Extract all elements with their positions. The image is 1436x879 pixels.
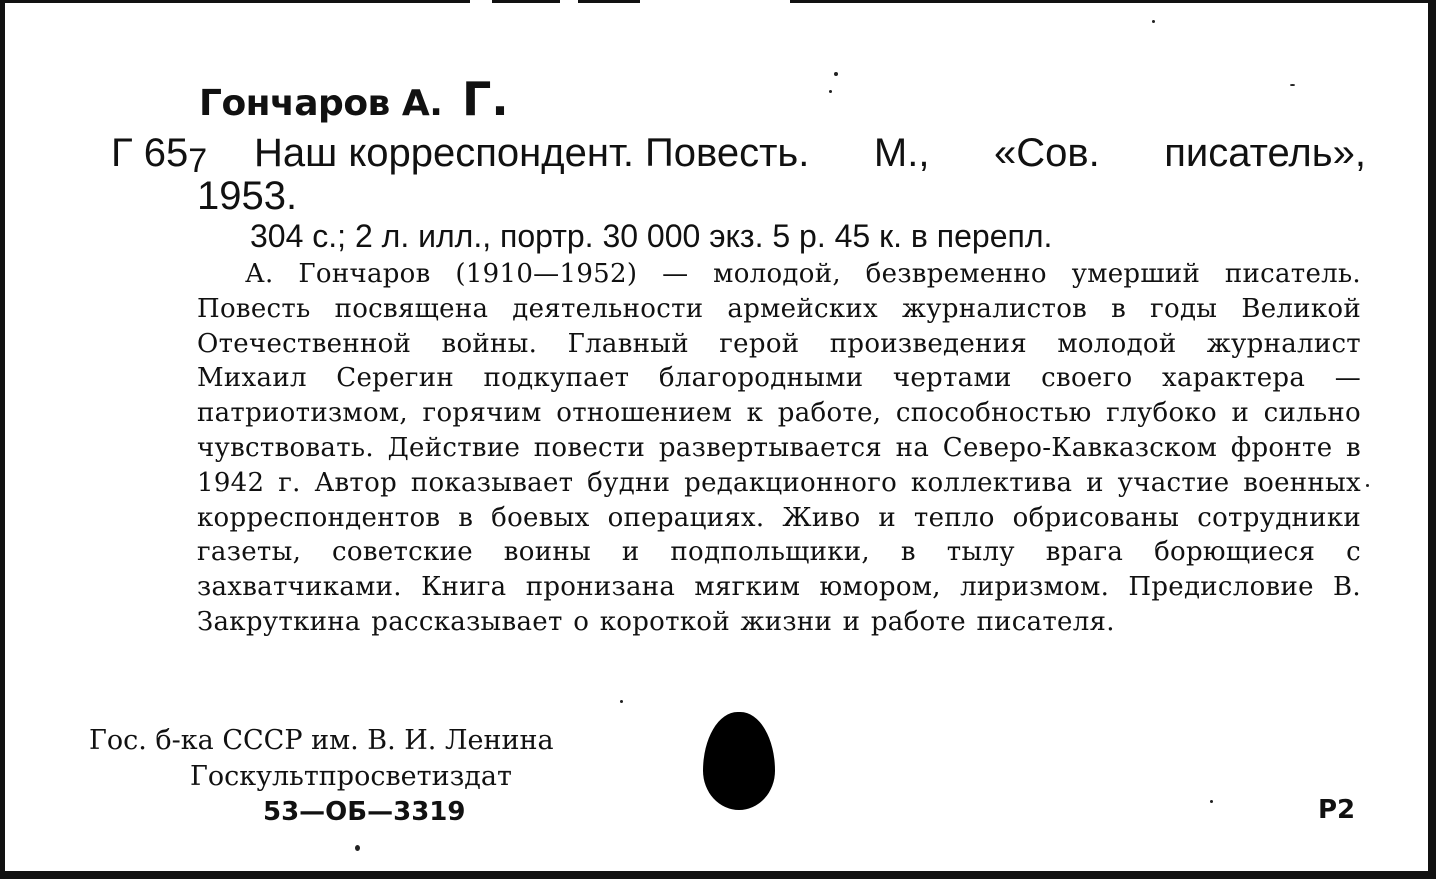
scan-speck bbox=[355, 845, 360, 851]
library-line: Гос. б-ка СССР им. В. И. Ленина bbox=[89, 725, 554, 756]
publication-year: 1953. bbox=[197, 174, 298, 218]
publication-place: М., bbox=[873, 131, 930, 175]
collation-line: 304 с.; 2 л. илл., портр. 30 000 экз. 5 р. 45 к. в перепл. bbox=[250, 218, 1053, 254]
scan-border-bottom bbox=[0, 871, 1436, 879]
printer-line: Госкультпросветиздат bbox=[190, 761, 512, 792]
author-heading: Гончаров А. bbox=[199, 83, 443, 124]
punch-hole bbox=[703, 712, 775, 810]
scan-border-gap bbox=[470, 0, 492, 3]
scan-border-left bbox=[0, 0, 5, 879]
scan-border-gap bbox=[560, 0, 578, 3]
call-number-main: Г 65 bbox=[111, 131, 189, 175]
call-number-suffix: 7 bbox=[188, 142, 208, 180]
card-code: 53—ОБ—3319 bbox=[263, 797, 466, 827]
scan-speck bbox=[1366, 484, 1369, 487]
title-line bbox=[254, 133, 1366, 173]
scan-speck bbox=[1210, 800, 1213, 803]
handwritten-mark: Г. bbox=[462, 72, 509, 126]
scan-border-gap bbox=[640, 0, 790, 3]
corner-mark: Р2 bbox=[1318, 795, 1356, 825]
scan-border-right bbox=[1428, 0, 1436, 879]
publisher-suffix: писатель», bbox=[1164, 131, 1366, 175]
scan-speck bbox=[1152, 20, 1155, 23]
scan-speck bbox=[829, 90, 832, 93]
annotation-paragraph: А. Гончаров (1910—1952) — молодой, безвременно умерший писатель. Повесть посвящена деятельности армейских журналистов в годы Великой Отечественной войны. Главный герой произведения молодой журналист Михаил Серегин подкупает благородными чертами своего характера — патриотизмом, горячим отношением к работе, способностью глубоко и сильно чувствовать. Действие повести развертывается на Северо-Кавказском фронте в 1942 г. Автор показывает будни редакционного коллектива и участие военных корреспондентов в боевых операциях. Живо и тепло обрисованы сотрудники газеты, советские воины и подпольщики, в тылу врага борющиеся с захватчиками. Книга пронизана мягким юмором, лиризмом. Предисловие В. Закруткина рассказывает о короткой жизни и работе писателя. bbox=[197, 259, 1361, 637]
scan-speck bbox=[1290, 84, 1295, 86]
book-title: Наш корреспондент. Повесть. bbox=[254, 131, 810, 175]
call-number bbox=[111, 131, 208, 180]
publisher-prefix: «Сов. bbox=[993, 131, 1100, 175]
scan-speck bbox=[834, 72, 838, 76]
scan-speck bbox=[620, 700, 623, 703]
